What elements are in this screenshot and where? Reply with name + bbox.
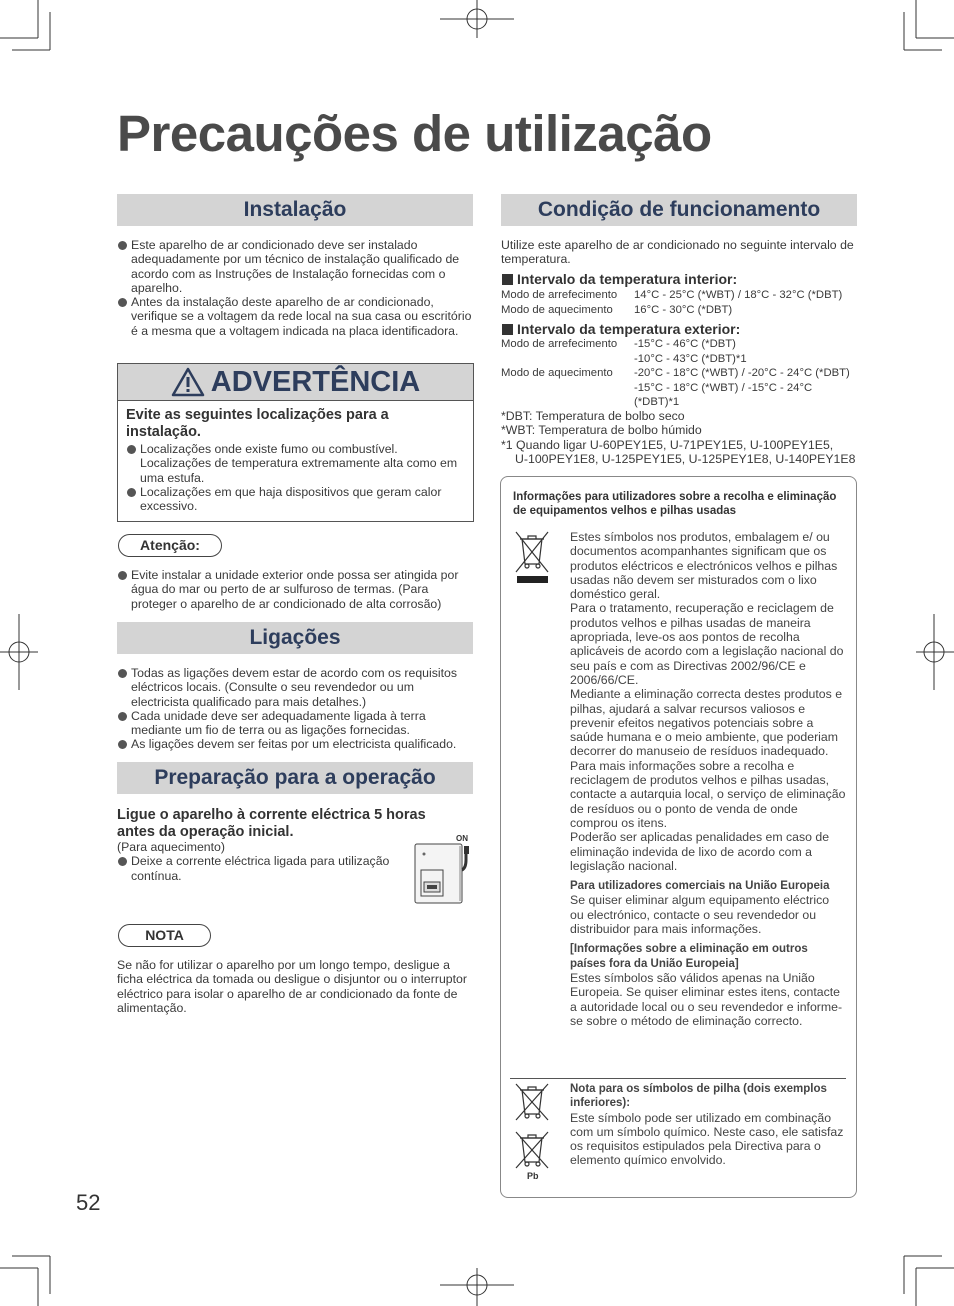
page-number: 52 bbox=[76, 1190, 101, 1215]
disposal-paragraph: Mediante a eliminação correcta destes produtos e pilhas, ajudará a salvar recursos valiosos e prevenir efeitos negativos potenciais sobre a saúde humana e o meio ambiente, que poderiam decorrer do manuseio de resíduos inadequado. bbox=[570, 687, 843, 759]
table-cell: -10°C - 43°C (*DBT)*1 bbox=[634, 352, 747, 365]
battery-note-title: Nota para os símbolos de pilha (dois exemplos inferiores): bbox=[570, 1083, 827, 1110]
disposal-paragraphs bbox=[570, 530, 846, 1028]
warning-triangle-icon bbox=[171, 367, 205, 397]
list-item: Deixe a corrente eléctrica ligada para utilização contínua. bbox=[117, 854, 407, 883]
eu-users-title: Para utilizadores comerciais na União Europeia bbox=[570, 880, 830, 893]
footnote-dbt: *DBT: Temperatura de bolbo seco bbox=[501, 409, 685, 423]
table-cell: -15°C - 46°C (*DBT) bbox=[634, 338, 736, 350]
attention-label: Atenção: bbox=[118, 534, 222, 557]
table-row: Modo de aquecimento bbox=[501, 303, 613, 316]
warning-title: ADVERTÊNCIA bbox=[210, 365, 421, 398]
attention-list bbox=[117, 568, 473, 611]
outside-eu-title: [Informações sobre a eliminação em outros países fora da União Europeia] bbox=[570, 943, 808, 970]
installation-heading: Instalação bbox=[117, 194, 473, 226]
battery-bin-icon bbox=[514, 1082, 550, 1122]
table-cell: 16°C - 30°C (*DBT) bbox=[634, 303, 733, 316]
list-item: Este aparelho de ar condicionado deve ser instalado adequadamente por um técnico de instalação qualificado de acordo com as Instruções de Instalação fornecidas com o aparelho. bbox=[117, 238, 473, 295]
outside-eu-text: Estes símbolos são válidos apenas na União Europeia. Se quiser eliminar estes itens, contacte a autoridade local ou o seu revendedor e informe-se sobre o método de eliminação correcto. bbox=[570, 970, 843, 1028]
page-title: Precauções de utilização bbox=[117, 105, 712, 162]
battery-pb-bin-icon bbox=[514, 1130, 550, 1170]
list-item: Todas as ligações devem estar de acordo com os requisitos eléctricos locais. (Consulte o seu revendedor ou um electricista qualificado para mais detalhes.) bbox=[117, 666, 475, 709]
connections-list bbox=[117, 666, 475, 752]
operating-condition-heading: Condição de funcionamento bbox=[501, 194, 857, 226]
battery-note-text: Este símbolo pode ser utilizado em combinação com um símbolo químico. Neste caso, ele satisfaz os requisitos estipulados pela Directiva para o elemento químico envolvido. bbox=[570, 1110, 844, 1168]
outdoor-value-col bbox=[634, 337, 858, 410]
pb-label: Pb bbox=[527, 1171, 539, 1181]
nota-text: Se não for utilizar o aparelho por um longo tempo, desligue a ficha eléctrica da tomada ou desligue o disjuntor ou o interruptor eléctrico para isolar o aparelho de ar condicionado da fonte de alimentação. bbox=[117, 958, 467, 1015]
indoor-mode-col bbox=[501, 288, 631, 317]
footnote-1b: U-100PEY1E8, U-125PEY1E5, U-125PEY1E8, U-140PEY1E8 bbox=[515, 451, 856, 466]
breaker-switch-illustration bbox=[412, 842, 472, 906]
footnote-1a: *1 Quando ligar U-60PEY1E5, U-71PEY1E5, U-100PEY1E5, bbox=[501, 437, 834, 452]
disposal-paragraph: Estes símbolos nos produtos, embalagem e/ ou documentos acompanhantes significam que os produtos eléctricos e electrónicos velhos e pilhas usadas não devem ser misturados com o lixo doméstico geral. bbox=[570, 530, 838, 602]
square-bullet-icon bbox=[502, 324, 513, 335]
list-item: Localizações em que haja dispositivos que geram calor excessivo. bbox=[126, 485, 465, 514]
disposal-paragraph: Para o tratamento, recuperação e reciclagem de produtos velhos e pilhas usadas de maneira apropriada, leve-os aos pontos de recolha aplicáveis de acordo com a legislação nacional do seu país e com as Directivas 2002/96/CE e 2006/66/CE. bbox=[570, 601, 844, 687]
disposal-paragraph: Para mais informações sobre a recolha e reciclagem de produtos velhos e pilhas usadas, contacte a autarquia local, o serviço de eliminação de resíduos ou o ponto de venda de onde comprou os itens. bbox=[570, 758, 846, 830]
outdoor-heading bbox=[502, 321, 740, 337]
battery-note bbox=[570, 1082, 848, 1168]
preparation-note: (Para aquecimento) bbox=[117, 840, 225, 854]
warning-subheading: Evite as seguintes localizações para a instalação. bbox=[126, 407, 389, 440]
square-bullet-icon bbox=[502, 274, 513, 285]
eu-users-text: Se quiser eliminar algum equipamento eléctrico ou electrónico, contacte o seu revendedor ou distribuidor para mais informações. bbox=[570, 893, 830, 937]
table-row: Modo de arrefecimento bbox=[501, 338, 618, 350]
indoor-heading-text: Intervalo da temperatura interior: bbox=[517, 271, 738, 287]
operating-intro: Utilize este aparelho de ar condicionado no seguinte intervalo de temperatura. bbox=[501, 238, 854, 267]
list-item: Localizações onde existe fumo ou combustível. Localizações de temperatura extremamente alta como em uma estufa. bbox=[126, 442, 465, 485]
installation-list bbox=[117, 238, 473, 338]
preparation-heading: Preparação para a operação bbox=[117, 762, 473, 794]
warning-box bbox=[117, 363, 474, 522]
footnote-wbt: *WBT: Temperatura de bolbo húmido bbox=[501, 423, 702, 438]
table-cell: 14°C - 25°C (*WBT) / 18°C - 32°C (*DBT) bbox=[634, 289, 843, 301]
indoor-value-col bbox=[634, 288, 858, 317]
connections-heading: Ligações bbox=[117, 622, 473, 654]
footnotes bbox=[501, 409, 871, 466]
outdoor-mode-col bbox=[501, 337, 631, 381]
switch-on-label: ON bbox=[456, 834, 468, 843]
list-item: Cada unidade deve ser adequadamente ligada à terra mediante um fio de terra ou as ligações fornecidas. bbox=[117, 709, 475, 738]
table-row: Modo de arrefecimento bbox=[501, 289, 618, 301]
nota-label: NOTA bbox=[118, 924, 211, 947]
preparation-subheading: Ligue o aparelho à corrente eléctrica 5 horas antes da operação inicial. bbox=[117, 807, 426, 840]
disposal-info-title: Informações para utilizadores sobre a recolha e eliminação de equipamentos velhos e pilhas usadas bbox=[513, 491, 837, 518]
indoor-heading bbox=[502, 271, 737, 287]
battery-divider bbox=[510, 1078, 846, 1079]
table-row: Modo de aquecimento bbox=[501, 367, 613, 379]
table-cell: -20°C - 18°C (*WBT) / -20°C - 24°C (*DBT) bbox=[634, 367, 850, 379]
crossed-bin-icon bbox=[514, 530, 550, 586]
list-item: As ligações devem ser feitas por um electricista qualificado. bbox=[117, 737, 475, 751]
outdoor-heading-text: Intervalo da temperatura exterior: bbox=[517, 321, 741, 337]
warning-header bbox=[118, 364, 473, 401]
disposal-paragraph: Poderão ser aplicadas penalidades em caso de eliminação indevida de lixo de acordo com a legislação nacional. bbox=[570, 830, 830, 873]
list-item: Evite instalar a unidade exterior onde possa ser atingida por água do mar ou perto de ar sulfuroso de termas. (Para proteger o aparelho de ar condicionado de alta corrosão) bbox=[117, 568, 473, 611]
list-item: Antes da instalação deste aparelho de ar condicionado, verifique se a voltagem da rede local na sua casa ou escritório é a mesma que a voltagem indicada na placa identificadora. bbox=[117, 295, 473, 338]
preparation-text bbox=[117, 840, 407, 883]
table-cell: -15°C - 18°C (*WBT) / -15°C - 24°C (*DBT)*1 bbox=[634, 381, 813, 408]
